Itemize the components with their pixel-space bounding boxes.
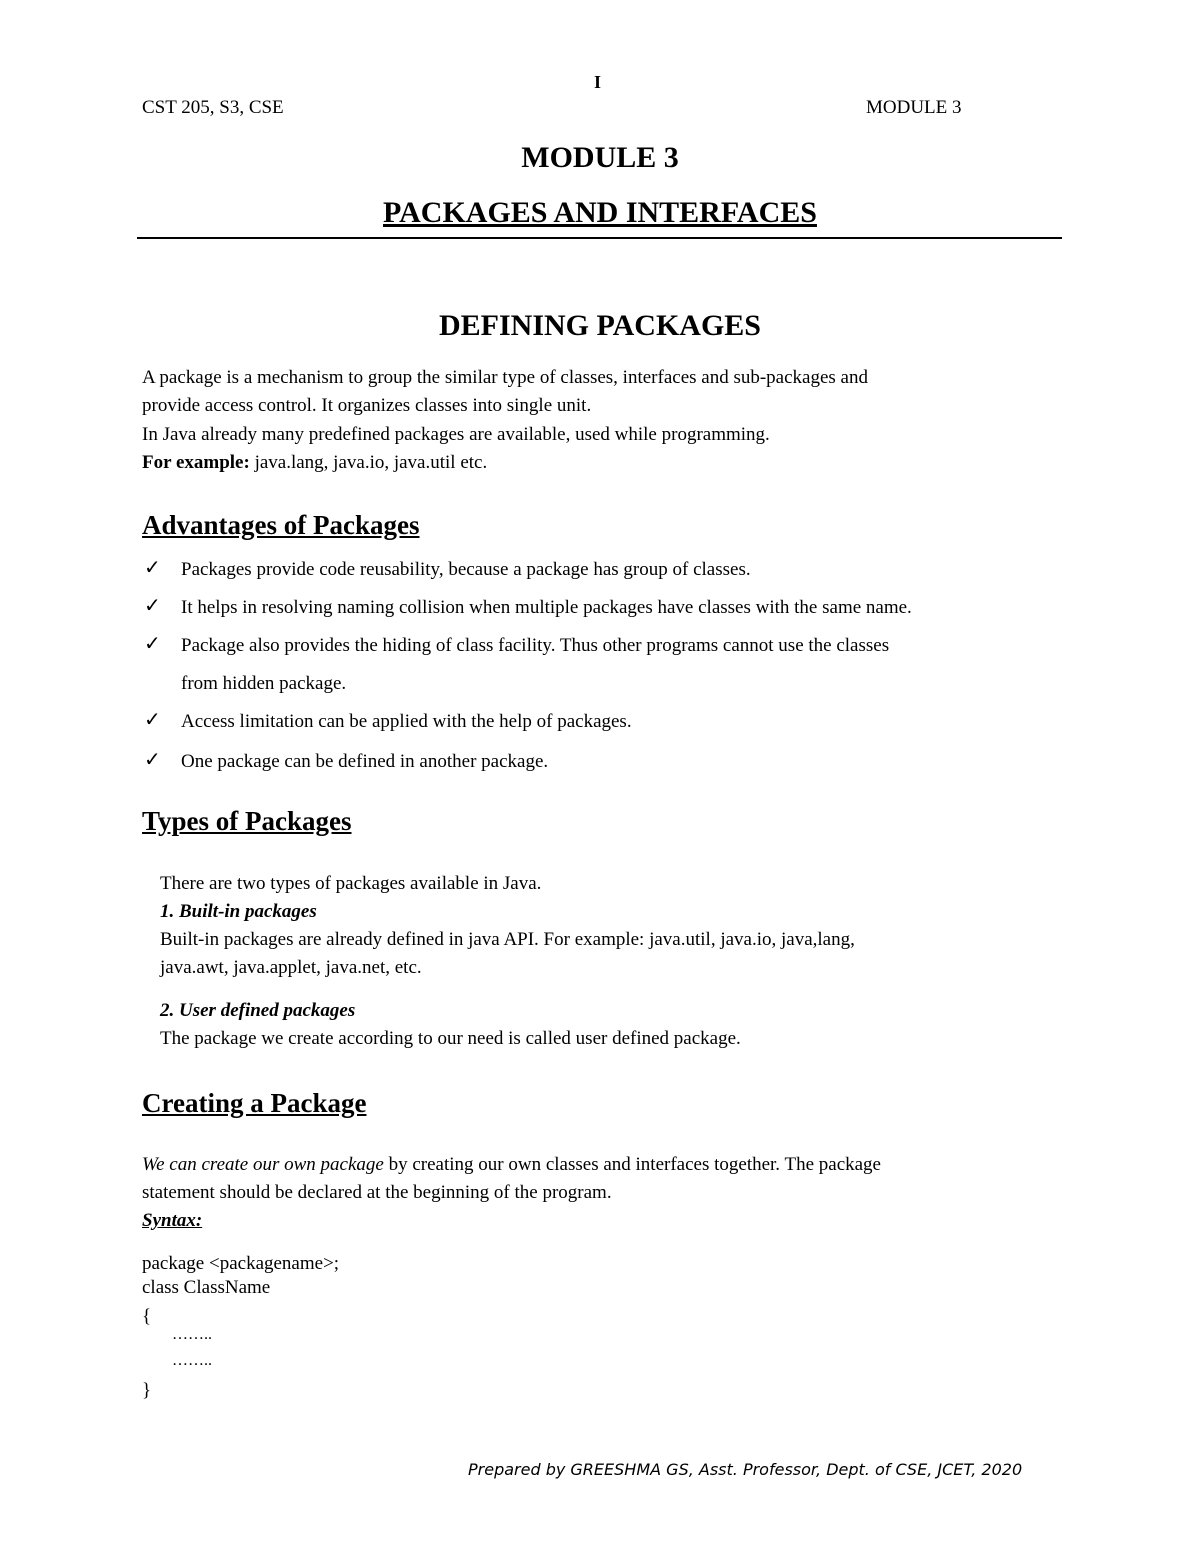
advantage-item: Package also provides the hiding of class facility. Thus other programs cannot use the classes bbox=[181, 635, 890, 656]
advantage-item-continuation: from hidden package. bbox=[181, 673, 347, 694]
section-heading-advantages: Advantages of Packages bbox=[142, 510, 420, 540]
code-line: …….. bbox=[172, 1326, 212, 1343]
creating-line-1 bbox=[142, 1151, 881, 1179]
creating-line-2: statement should be declared at the beginning of the program. bbox=[142, 1182, 612, 1203]
advantage-item: One package can be defined in another package. bbox=[181, 751, 549, 772]
code-line: …….. bbox=[172, 1352, 212, 1369]
document-subtitle: PACKAGES AND INTERFACES bbox=[383, 196, 817, 229]
intro-example-line bbox=[142, 449, 487, 477]
type-2-description: The package we create according to our need is called user defined package. bbox=[160, 1028, 741, 1049]
checkmark-icon: ✓ bbox=[144, 709, 161, 731]
advantage-item: It helps in resolving naming collision when multiple packages have classes with the same name. bbox=[181, 597, 912, 618]
title-divider bbox=[137, 237, 1062, 239]
checkmark-icon: ✓ bbox=[144, 595, 161, 617]
header-module: MODULE 3 bbox=[866, 97, 962, 118]
example-label: For example: bbox=[142, 452, 250, 473]
advantage-item: Access limitation can be applied with the help of packages. bbox=[181, 711, 632, 732]
code-line: class ClassName bbox=[142, 1277, 271, 1298]
intro-line-1: A package is a mechanism to group the similar type of classes, interfaces and sub-packages and bbox=[142, 367, 868, 388]
page-footer: Prepared by GREESHMA GS, Asst. Professor, Dept. of CSE, JCET, 2020 bbox=[468, 1460, 1023, 1479]
code-line: { bbox=[142, 1306, 152, 1327]
section-heading-creating: Creating a Package bbox=[142, 1088, 367, 1118]
code-line: } bbox=[142, 1380, 152, 1401]
type-1-description-line-1: Built-in packages are already defined in java API. For example: java.util, java.io, java,lang, bbox=[160, 929, 855, 950]
type-2-title: 2. User defined packages bbox=[160, 1000, 356, 1021]
document-title: MODULE 3 bbox=[521, 141, 679, 174]
types-intro: There are two types of packages available in Java. bbox=[160, 873, 542, 894]
type-1-title: 1. Built-in packages bbox=[160, 901, 317, 922]
syntax-label: Syntax: bbox=[142, 1210, 203, 1231]
example-text: java.lang, java.io, java.util etc. bbox=[249, 452, 488, 473]
checkmark-icon: ✓ bbox=[144, 633, 161, 655]
section-heading-defining-packages: DEFINING PACKAGES bbox=[439, 309, 761, 342]
checkmark-icon: ✓ bbox=[144, 749, 161, 771]
advantage-item: Packages provide code reusability, because a package has group of classes. bbox=[181, 559, 751, 580]
intro-line-2: provide access control. It organizes classes into single unit. bbox=[142, 395, 592, 416]
section-heading-types: Types of Packages bbox=[142, 806, 352, 836]
page-number: I bbox=[594, 72, 602, 92]
creating-italic-phrase: We can create our own package bbox=[142, 1154, 384, 1175]
header-course-code: CST 205, S3, CSE bbox=[142, 97, 284, 118]
code-line: package <packagename>; bbox=[142, 1253, 340, 1274]
checkmark-icon: ✓ bbox=[144, 557, 161, 579]
type-1-description-line-2: java.awt, java.applet, java.net, etc. bbox=[160, 957, 422, 978]
creating-line-1-rest: by creating our own classes and interfaces together. The package bbox=[383, 1154, 881, 1175]
intro-line-3: In Java already many predefined packages are available, used while programming. bbox=[142, 424, 770, 445]
